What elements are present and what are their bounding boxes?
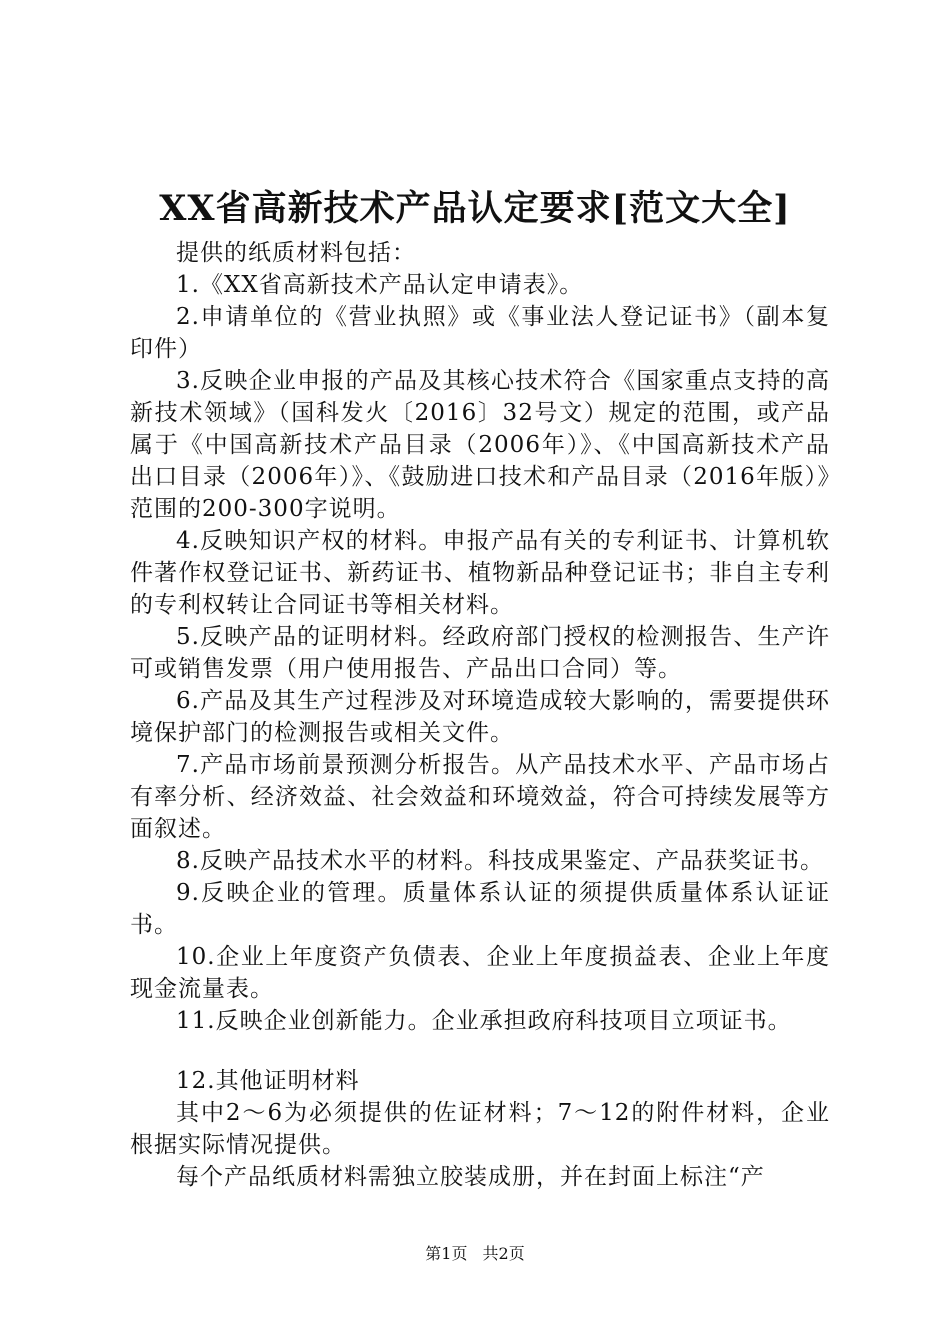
page-number: 第1页: [425, 1244, 468, 1263]
page-footer: [0, 1243, 950, 1265]
paragraph-item-1: 1.《XX省高新技术产品认定申请表》。: [176, 272, 584, 298]
paragraph-item-9: 9.反映企业的管理。质量体系认证的须提供质量体系认证证书。: [130, 880, 830, 938]
page-total: 共2页: [482, 1244, 525, 1263]
paragraph-item-8: 8.反映产品技术水平的材料。科技成果鉴定、产品获奖证书。: [176, 848, 824, 874]
paragraph-binding-note: 每个产品纸质材料需独立胶装成册，并在封面上标注“产: [176, 1164, 765, 1190]
paragraph-item-2: 2.申请单位的《营业执照》或《事业法人登记证书》（副本复印件）: [130, 304, 830, 362]
paragraph-item-4: 4.反映知识产权的材料。申报产品有关的专利证书、计算机软件著作权登记证书、新药证书、植物新品种登记证书；非自主专利的专利权转让合同证书等相关材料。: [130, 528, 830, 618]
paragraph-gap: [130, 1037, 830, 1065]
paragraph-item-11: 11.反映企业创新能力。企业承担政府科技项目立项证书。: [176, 1008, 792, 1034]
paragraph-note: 其中2～6为必须提供的佐证材料；7～12的附件材料，企业根据实际情况提供。: [130, 1100, 830, 1158]
document-body: [130, 237, 830, 1193]
paragraph-item-12: 12.其他证明材料: [176, 1068, 360, 1094]
paragraph-item-10: 10.企业上年度资产负债表、企业上年度损益表、企业上年度现金流量表。: [130, 944, 830, 1002]
paragraph-item-7: 7.产品市场前景预测分析报告。从产品技术水平、产品市场占有率分析、经济效益、社会效益和环境效益，符合可持续发展等方面叙述。: [130, 752, 830, 842]
paragraph-item-6: 6.产品及其生产过程涉及对环境造成较大影响的，需要提供环境保护部门的检测报告或相关文件。: [130, 688, 830, 746]
paragraph-item-3: 3.反映企业申报的产品及其核心技术符合《国家重点支持的高新技术领域》（国科发火〔2016〕32号文）规定的范围，或产品属于《中国高新技术产品目录（2006年）》、《中国高新技术产品出口目录（2006年）》、《鼓励进口技术和产品目录（2016年版）》范围的200-300字说明。: [130, 368, 830, 522]
paragraph-item-5: 5.反映产品的证明材料。经政府部门授权的检测报告、生产许可或销售发票（用户使用报告、产品出口合同）等。: [130, 624, 830, 682]
document-title: XX省高新技术产品认定要求[范文大全]: [159, 188, 791, 229]
paragraph-intro: 提供的纸质材料包括：: [176, 240, 416, 266]
